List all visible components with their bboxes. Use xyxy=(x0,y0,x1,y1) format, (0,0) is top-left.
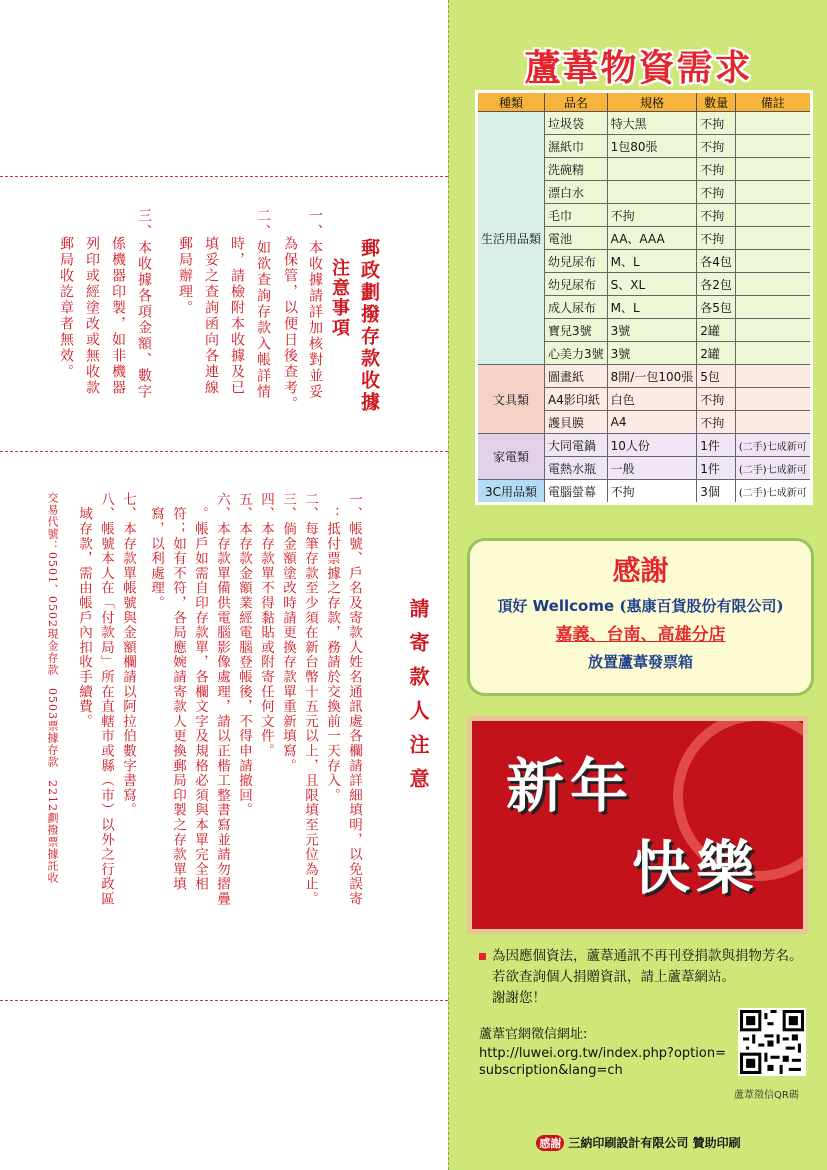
table-cell xyxy=(735,411,811,434)
thanks-sponsor xyxy=(470,595,811,616)
right-panel xyxy=(448,0,827,1170)
table-cell: 毛巾 xyxy=(545,204,608,227)
depositor-note: 符；如有不符，各局應婉請寄款人更換郵局印製之存款單填 xyxy=(170,492,186,892)
depositor-note: 域存款，需由帳戶內扣收手續費。 xyxy=(76,492,92,729)
thanks-badge: 感謝 xyxy=(536,1135,564,1151)
depositor-note: 六、本存款單備供電腦影像處理，請以正楷工整書寫並請勿摺疊 xyxy=(214,492,230,907)
website-url[interactable]: subscription&lang=ch xyxy=(479,1063,623,1078)
receipt-note: 郵局辦理。 xyxy=(177,236,193,316)
table-cell: A4影印紙 xyxy=(545,388,608,411)
table-row xyxy=(477,434,812,457)
table-cell: 5包 xyxy=(697,365,736,388)
table-cell: A4 xyxy=(607,411,697,434)
table-cell: 護貝膜 xyxy=(545,411,608,434)
table-cell: M、L xyxy=(607,296,697,319)
table-cell: M、L xyxy=(607,250,697,273)
table-cell: 2罐 xyxy=(697,319,736,342)
table-cell: 各2包 xyxy=(697,273,736,296)
depositor-note: 四、本存款單不得黏貼或附寄任何文件。 xyxy=(258,492,274,759)
table-cell: (二手)七成新可 xyxy=(735,457,811,480)
table-cell: 電熱水瓶 xyxy=(545,457,608,480)
website-label: 蘆葦官網徵信網址: xyxy=(479,1027,588,1042)
receipt-title: 郵政劃撥存款收據 xyxy=(358,238,380,414)
receipt-subtitle: 注意事項 xyxy=(329,258,350,338)
table-cell: 成人尿布 xyxy=(545,296,608,319)
receipt-note: 係機器印製，如非機器 xyxy=(110,236,126,396)
header-cell: 數量 xyxy=(697,92,736,112)
depositor-notice-title: 請寄款人注意 xyxy=(406,598,430,802)
category-cell: 生活用品類 xyxy=(477,112,545,365)
category-cell: 3C用品類 xyxy=(477,480,545,504)
new-year-banner xyxy=(467,716,808,934)
website-info xyxy=(479,1026,729,1079)
print-sponsor xyxy=(449,1134,827,1151)
bullet-square-icon xyxy=(479,953,486,960)
depositor-note: 八、帳號本人在「付款局」所在直轄市或縣（市）以外之行政區 xyxy=(98,492,114,907)
table-cell: 不拘 xyxy=(697,227,736,250)
table-cell: 濕紙巾 xyxy=(545,135,608,158)
needs-table xyxy=(475,90,813,505)
privacy-notice xyxy=(479,946,819,1009)
thanks-receipt-box: 放置蘆葦發票箱 xyxy=(587,653,693,671)
fold-line-bottom xyxy=(0,1000,448,1001)
receipt-note: 二、如欲查詢存款入帳詳情 xyxy=(255,208,271,400)
table-cell: 不拘 xyxy=(697,388,736,411)
depositor-note: 寫，以利處理。 xyxy=(148,492,164,611)
receipt-note: 郵局收訖章者無效。 xyxy=(58,236,74,380)
table-cell: 各4包 xyxy=(697,250,736,273)
table-cell xyxy=(735,181,811,204)
table-row xyxy=(477,112,812,135)
table-cell: 垃圾袋 xyxy=(545,112,608,135)
sponsor-text: 三納印刷設計有限公司 贊助印刷 xyxy=(568,1136,741,1150)
table-cell: 不拘 xyxy=(697,411,736,434)
table-cell: (二手)七成新可 xyxy=(735,434,811,457)
table-cell xyxy=(607,181,697,204)
table-cell: 2罐 xyxy=(697,342,736,365)
table-cell xyxy=(735,112,811,135)
depositor-note: 一、帳號、戶名及寄款人姓名通訊處各欄請詳細填明，以免誤寄 xyxy=(346,492,362,907)
table-cell xyxy=(607,158,697,181)
table-cell: 不拘 xyxy=(697,158,736,181)
table-cell xyxy=(735,204,811,227)
sponsor-name: 頂好 xyxy=(497,597,528,615)
depositor-note: 二、每筆存款至少須在新台幣十五元以上，且限填至元位為止。 xyxy=(302,492,318,907)
table-cell: 心美力3號 xyxy=(545,342,608,365)
table-cell xyxy=(735,365,811,388)
receipt-note: 一、本收據請詳加核對並妥 xyxy=(307,208,323,400)
table-cell xyxy=(735,227,811,250)
category-cell: 文具類 xyxy=(477,365,545,434)
depositor-note: 三、倘金額塗改時請更換存款單重新填寫。 xyxy=(280,492,296,774)
table-cell xyxy=(735,158,811,181)
qr-caption: 蘆葦徵信QR碼 xyxy=(734,1090,799,1101)
table-cell: 漂白水 xyxy=(545,181,608,204)
table-cell: 不拘 xyxy=(607,480,697,504)
table-cell: 1件 xyxy=(697,457,736,480)
fold-line-middle xyxy=(0,451,448,452)
table-cell: 幼兒尿布 xyxy=(545,273,608,296)
table-cell: 大同電鍋 xyxy=(545,434,608,457)
thanks-branches: 嘉義、台南、高雄分店 xyxy=(555,625,726,645)
table-cell: 白色 xyxy=(607,388,697,411)
thanks-box xyxy=(467,538,814,696)
table-cell: 3個 xyxy=(697,480,736,504)
table-cell xyxy=(735,296,811,319)
table-cell: AA、AAA xyxy=(607,227,697,250)
table-cell xyxy=(735,273,811,296)
table-cell: 各5包 xyxy=(697,296,736,319)
table-cell: 特大黑 xyxy=(607,112,697,135)
header-cell: 規格 xyxy=(607,92,697,112)
transaction-codes: 交易代號：0501、0502現金存款 0503票據存款 2212劃撥票據託收 xyxy=(46,492,59,884)
receipt-note: 列印或經塗改或無收款 xyxy=(84,236,100,396)
table-cell: 3號 xyxy=(607,319,697,342)
table-cell: 幼兒尿布 xyxy=(545,250,608,273)
table-cell: 一般 xyxy=(607,457,697,480)
table-cell: S、XL xyxy=(607,273,697,296)
table-cell: 1包80張 xyxy=(607,135,697,158)
table-cell xyxy=(735,319,811,342)
table-cell: 電腦螢幕 xyxy=(545,480,608,504)
table-row xyxy=(477,365,812,388)
thanks-heading: 感謝 xyxy=(612,554,669,587)
table-row xyxy=(477,480,812,504)
header-cell: 品名 xyxy=(545,92,608,112)
table-cell: 不拘 xyxy=(697,204,736,227)
notice-line: 為因應個資法，蘆葦通訊不再刊登捐款與捐物芳名。 xyxy=(492,948,803,964)
table-cell xyxy=(735,250,811,273)
receipt-note: 時，請檢附本收據及已 xyxy=(229,236,245,396)
new-year-line1: 新年 xyxy=(506,752,635,820)
notice-line: 若欲查詢個人捐贈資訊，請上蘆葦網站。 xyxy=(492,969,735,985)
table-cell xyxy=(735,342,811,365)
table-cell: 10人份 xyxy=(607,434,697,457)
table-cell: (二手)七成新可 xyxy=(735,480,811,504)
sponsor-company: (惠康百貨股份有限公司) xyxy=(619,597,784,615)
receipt-note: 為保管，以便日後查考。 xyxy=(282,236,298,412)
fold-line-top xyxy=(0,176,448,177)
depositor-note: ：抵付票據之存款，務請於交換前一天存入。 xyxy=(324,492,340,803)
notice-line: 謝謝您！ xyxy=(492,990,546,1006)
table-cell: 寶兒3號 xyxy=(545,319,608,342)
sponsor-brand: Wellcome xyxy=(532,597,615,615)
depositor-note: 。帳戶如需自印存款單，各欄文字及規格必須與本單完全相 xyxy=(192,492,208,892)
table-header-row xyxy=(477,92,812,112)
table-cell: 不拘 xyxy=(607,204,697,227)
header-cell: 種類 xyxy=(477,92,545,112)
depositor-note: 五、本存款金額業經電腦登帳後，不得申請撤回。 xyxy=(236,492,252,818)
table-cell: 電池 xyxy=(545,227,608,250)
new-year-line2: 快樂 xyxy=(632,834,761,902)
table-cell: 不拘 xyxy=(697,112,736,135)
table-cell: 洗碗精 xyxy=(545,158,608,181)
table-cell: 1件 xyxy=(697,434,736,457)
table-cell: 圖畫紙 xyxy=(545,365,608,388)
table-cell: 3號 xyxy=(607,342,697,365)
table-cell xyxy=(735,388,811,411)
table-cell: 8開/一包100張 xyxy=(607,365,697,388)
table-cell: 不拘 xyxy=(697,135,736,158)
qr-code-icon[interactable] xyxy=(738,1008,806,1076)
table-cell: 不拘 xyxy=(697,181,736,204)
receipt-note: 填妥之查詢函向各連線 xyxy=(203,236,219,396)
header-cell: 備註 xyxy=(735,92,811,112)
category-cell: 家電類 xyxy=(477,434,545,480)
table-cell xyxy=(735,135,811,158)
receipt-note: 三、本收據各項金額、數字 xyxy=(136,208,152,400)
depositor-note: 七、本存款單帳號與金額欄請以阿拉伯數字書寫。 xyxy=(120,492,136,818)
needs-title: 蘆葦物資需求 xyxy=(524,48,753,89)
website-url[interactable]: http://luwei.org.tw/index.php?option= xyxy=(479,1046,726,1061)
